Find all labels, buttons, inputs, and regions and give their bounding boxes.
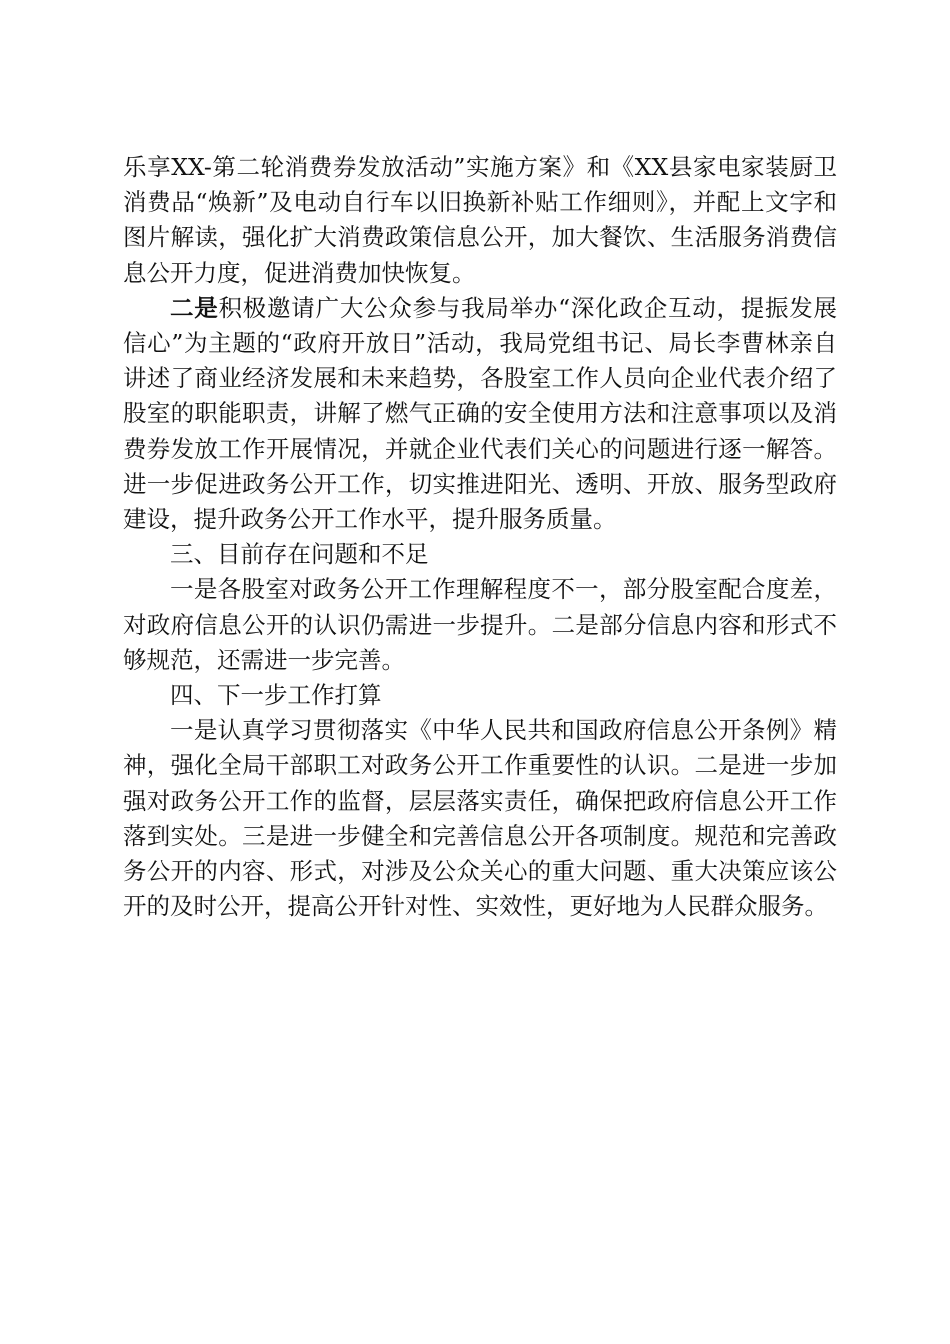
paragraph-next-steps: 一是认真学习贯彻落实《中华人民共和国政府信息公开条例》精神，强化全局干部职工对政务公开工作重要性的认识。二是进一步加强对政务公开工作的监督，层层落实责任，确保把政府信息公开工作落到实处。三是进一步健全和完善信息公开各项制度。规范和完善政务公开的内容、形式，对涉及公众关心的重大问题、重大决策应该公开的及时公开，提高公开针对性、实效性，更好地为人民群众服务。 xyxy=(123,716,837,921)
document-body xyxy=(123,150,837,924)
paragraph-lead-label: 二是 xyxy=(170,293,219,322)
paragraph-open-day xyxy=(123,291,837,537)
paragraph-problems: 一是各股室对政务公开工作理解程度不一，部分股室配合度差，对政府信息公开的认识仍需进一步提升。二是部分信息内容和形式不够规范，还需进一步完善。 xyxy=(123,575,837,674)
section-heading-next-steps: 四、下一步工作打算 xyxy=(170,681,382,710)
paragraph-consumption-policy: 乐享XX-第二轮消费券发放活动”实施方案》和《XX县家电家装厨卫消费品“焕新”及电动自行车以旧换新补贴工作细则》，并配上文字和图片解读，强化扩大消费政策信息公开，加大餐饮、生活服务消费信息公开力度，促进消费加快恢复。 xyxy=(123,153,837,287)
paragraph-open-day-body: 积极邀请广大公众参与我局举办“深化政企互动，提振发展信心”为主题的“政府开放日”活动，我局党组书记、局长李曹林亲自讲述了商业经济发展和未来趋势，各股室工作人员向企业代表介绍了股室的职能职责，讲解了燃气正确的安全使用方法和注意事项以及消费券发放工作开展情况，并就企业代表们关心的问题进行逐一解答。进一步促进政务公开工作，切实推进阳光、透明、开放、服务型政府建设，提升政务公开工作水平，提升服务质量。 xyxy=(123,293,838,534)
section-heading-problems: 三、目前存在问题和不足 xyxy=(170,540,429,569)
